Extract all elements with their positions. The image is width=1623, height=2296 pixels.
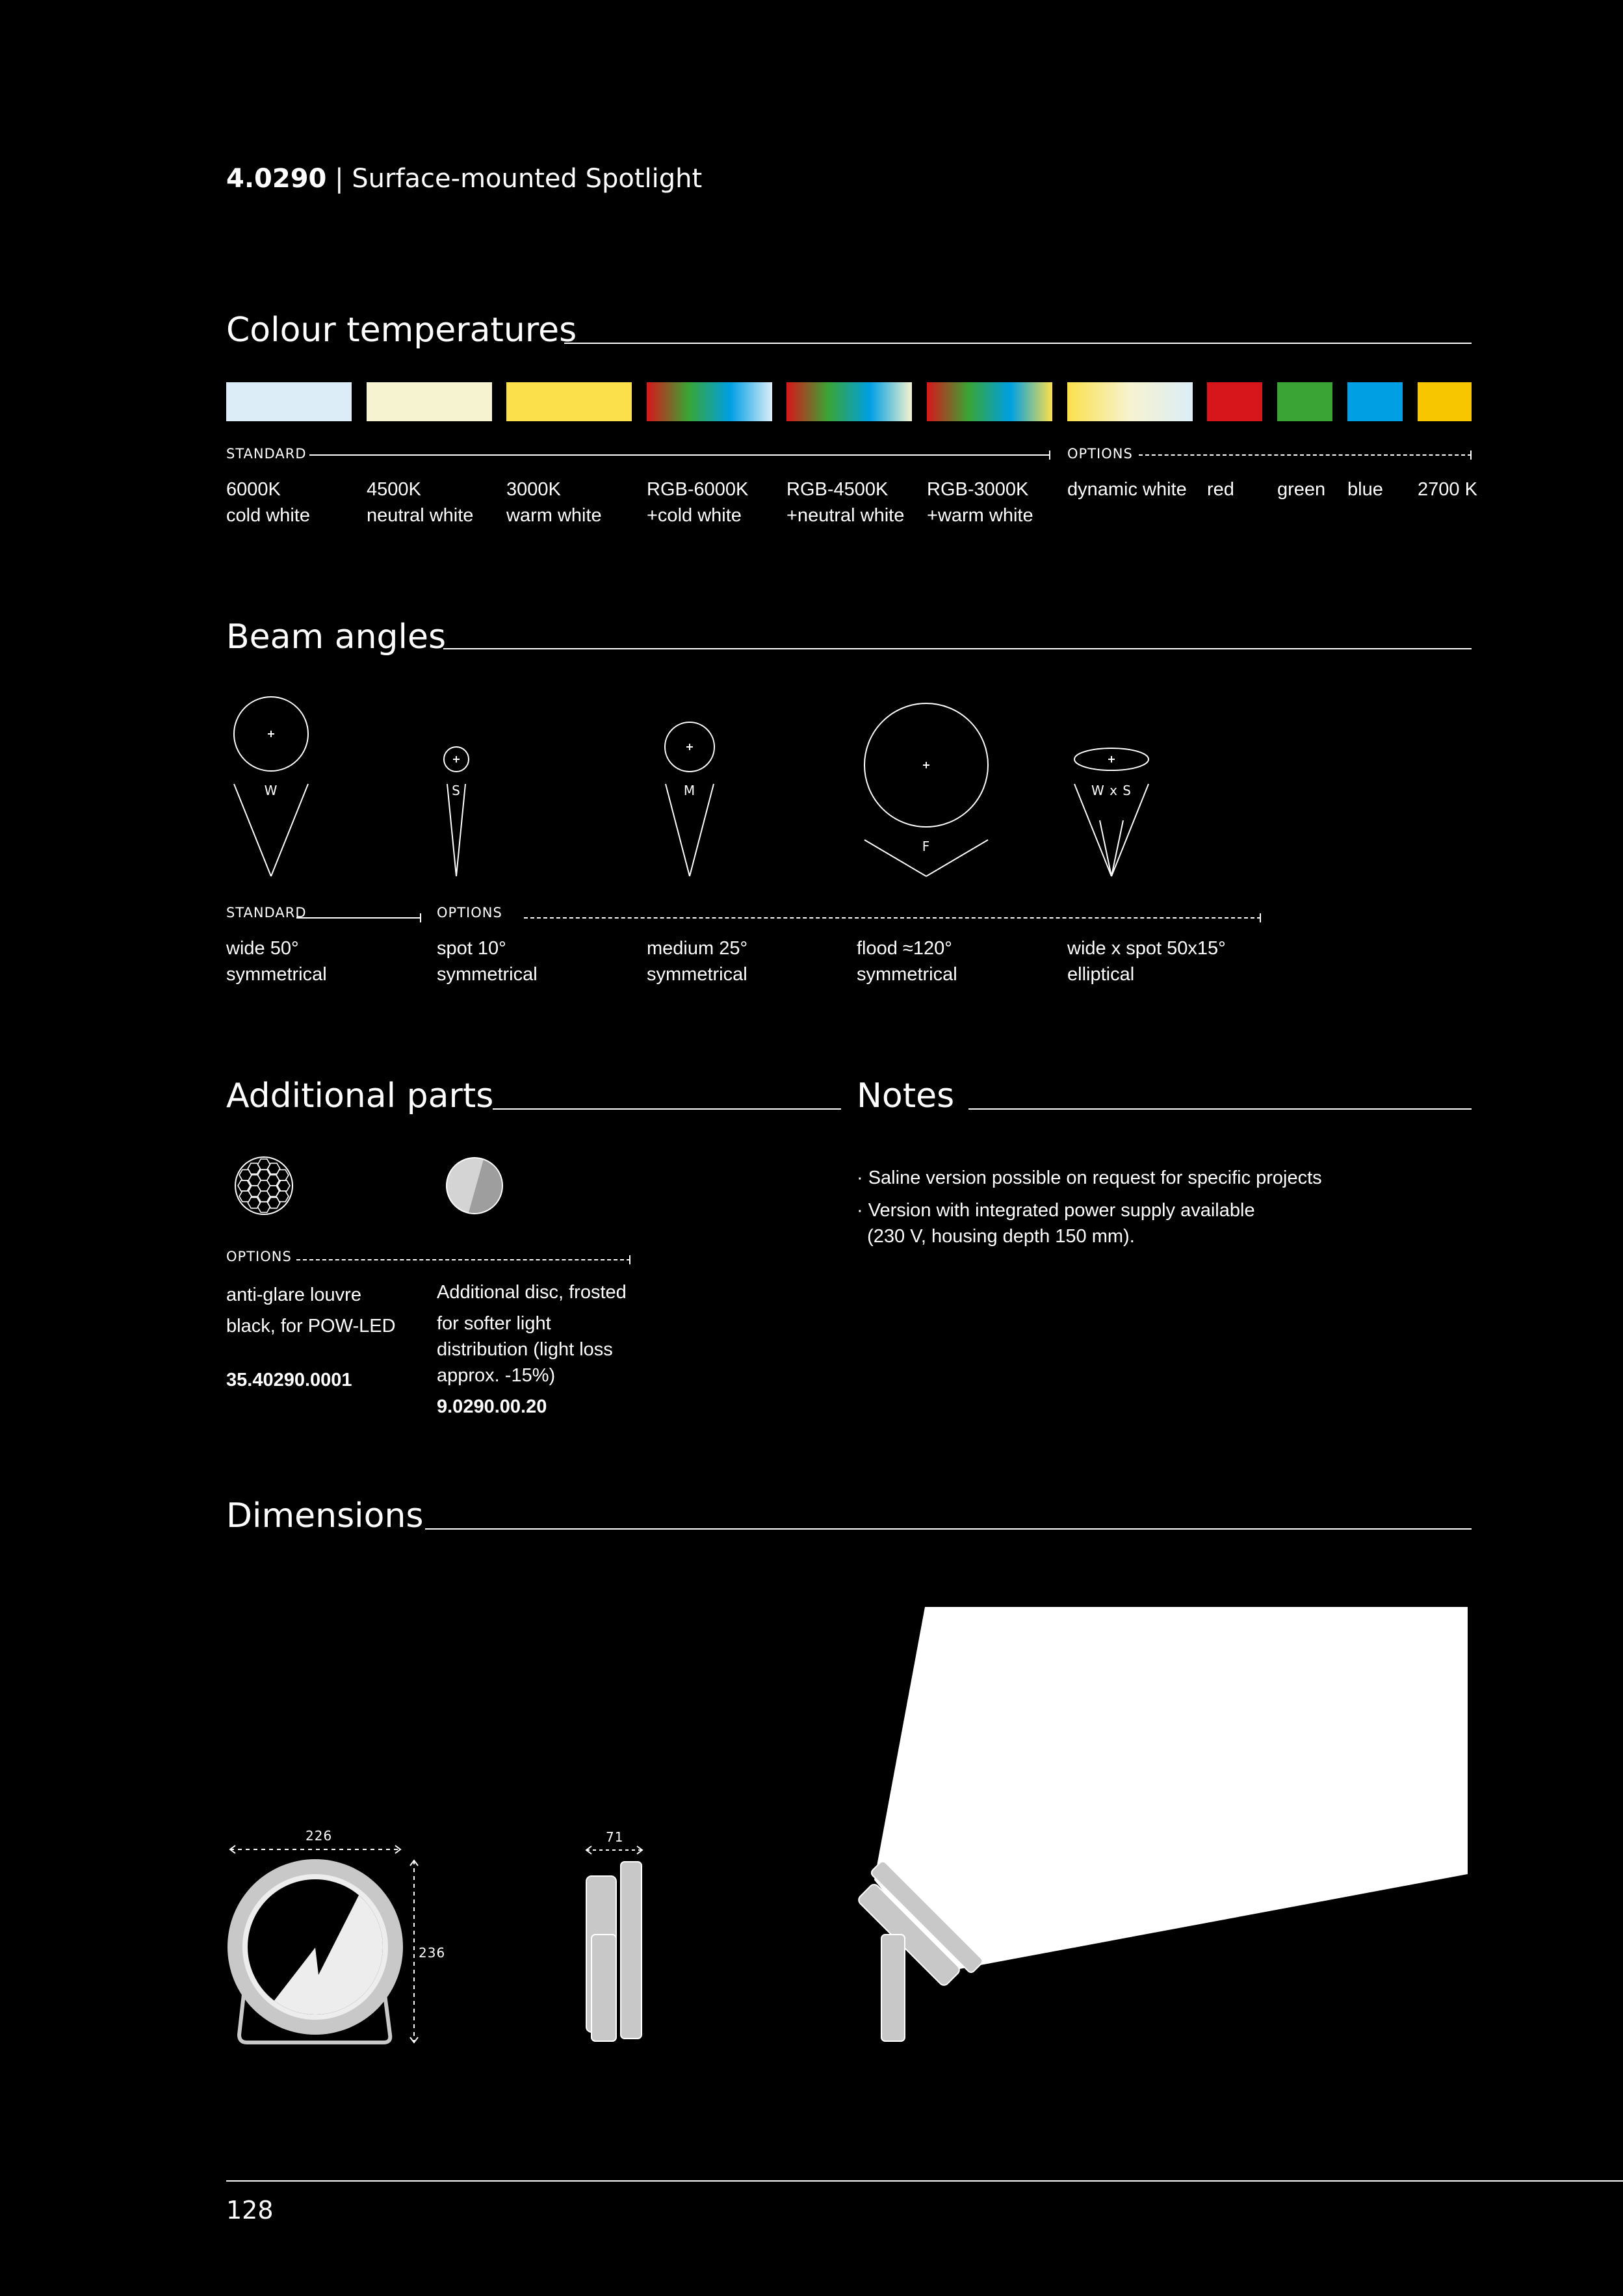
part-disc-description: Additional disc, frosted for softer light distribution (light loss approx. -15%) [437,1282,627,1386]
colour-swatch-label: 3000K warm white [506,479,602,526]
beam-symbol: W [264,783,278,798]
colour-standard-label: STANDARD [226,446,307,462]
beam-options-label: OPTIONS [437,905,502,920]
colour-temperatures-title: Colour temperatures [226,311,577,350]
colour-options-label: OPTIONS [1067,446,1133,462]
colour-swatch-label: 6000K cold white [226,479,310,526]
additional-parts-rule [493,1108,841,1110]
part-louvre-number: 35.40290.0001 [226,1370,352,1390]
colour-swatch-label: 4500K neutral white [367,479,474,526]
side-view-drawing [586,1846,642,2041]
dimensions-rule [425,1528,1472,1530]
part-louvre-description: anti-glare louvre black, for POW-LED [226,1285,396,1337]
beam-options-end-tick [1260,913,1261,922]
parts-options-end-tick [629,1255,630,1264]
beam-angle-label: wide x spot 50x15° elliptical [1067,938,1226,985]
beam-angles-title: Beam angles [226,618,447,657]
product-code: 4.0290 [226,164,327,194]
beam-options-rule [524,917,1261,919]
dimension-width-label: 226 [305,1828,333,1844]
beam-standard-label: STANDARD [226,905,307,920]
beam-angle-label: flood ≈120° symmetrical [857,938,957,985]
beam-standard-rule [296,917,421,919]
parts-options-label: OPTIONS [226,1249,292,1264]
product-title: Surface-mounted Spotlight [352,164,703,194]
dimension-depth-label: 71 [606,1829,624,1845]
colour-swatch-label: dynamic white [1067,479,1187,500]
beam-symbol: F [922,839,931,854]
part-disc-number: 9.0290.00.20 [437,1396,547,1417]
note-item: · Version with integrated power supply available [857,1200,1255,1221]
notes-list [857,1165,1322,1249]
note-item: (230 V, housing depth 150 mm). [857,1226,1135,1247]
colour-swatch-label: green [1277,479,1326,500]
notes-rule [968,1108,1472,1110]
beam-symbol: S [452,783,461,798]
dimensions-title: Dimensions [226,1496,424,1535]
parts-options-rule [296,1259,630,1260]
additional-parts-title: Additional parts [226,1076,494,1115]
header-separator: | [326,164,352,194]
footer-rule [226,2180,1623,2182]
dimension-height-label: 236 [419,1945,446,1961]
dimension-drawings [0,1586,1623,2054]
colour-swatch-label: red [1207,479,1234,500]
page-number: 128 [226,2196,274,2224]
colour-swatch-label: blue [1347,479,1383,500]
colour-swatch-label: 2700 K [1418,479,1477,500]
notes-title: Notes [857,1076,955,1115]
front-view-drawing [227,1846,418,2042]
frosted-disc-icon [442,1155,507,1220]
beam-standard-end-tick [420,913,421,922]
honeycomb-louvre-icon [231,1155,296,1220]
beam-angle-label: spot 10° symmetrical [437,938,538,985]
beam-spot-icon [444,747,469,876]
beam-symbol: W x S [1091,783,1132,798]
beam-medium-icon [665,722,714,876]
beam-elliptical-icon [1074,748,1149,876]
note-item: · Saline version possible on request for specific projects [857,1168,1322,1188]
beam-symbol: M [683,783,696,798]
colour-swatch-label: RGB-6000K +cold white [647,479,749,526]
beam-angle-diagrams [0,0,1623,910]
colour-swatch-label: RGB-4500K +neutral white [786,479,905,526]
colour-swatch-label: RGB-3000K +warm white [927,479,1033,526]
light-beam-shape [874,1607,1468,1971]
beam-angle-label: medium 25° symmetrical [647,938,748,985]
beam-angle-label: wide 50° symmetrical [226,938,327,985]
